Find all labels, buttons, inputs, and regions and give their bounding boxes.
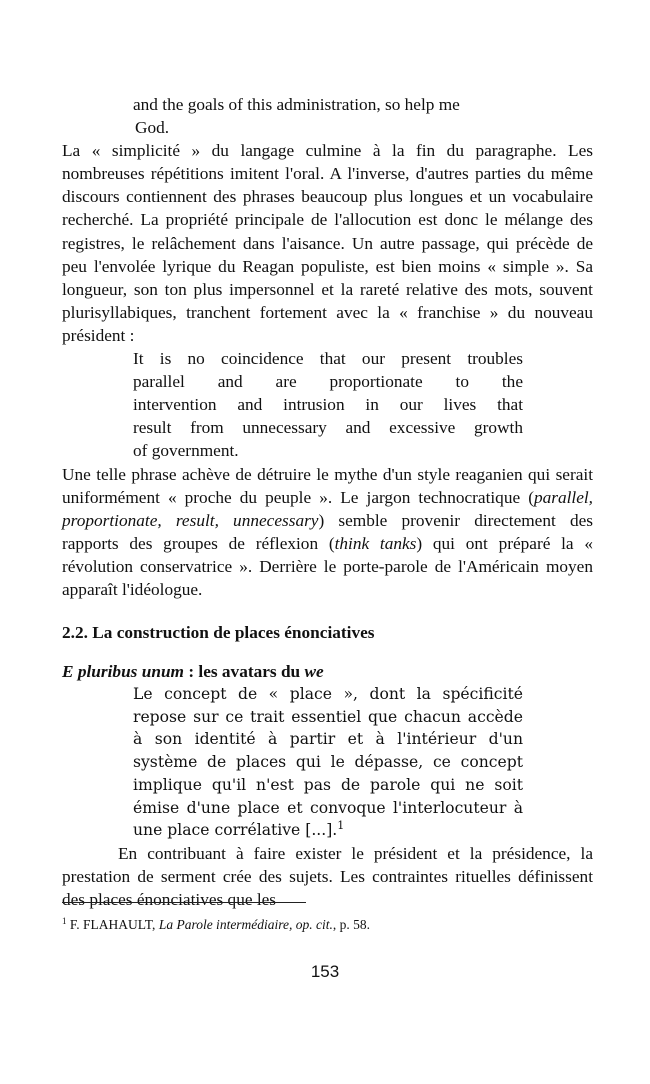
footnote-title: La Parole intermédiaire (158, 917, 290, 932)
quote-line: implique qu'il n'est pas de parole qui ne soit (133, 775, 523, 794)
paragraph-technocratic-jargon (62, 463, 593, 602)
subsection-we: we (304, 662, 324, 682)
quote-line: Le concept de « place », dont la spécificité (133, 685, 523, 704)
quote-line: God. (135, 118, 170, 138)
italic-run: parallel, proportionate, result, unnecessary (62, 487, 593, 530)
paragraph-oath-subjects: En contribuant à faire exister le président et la présidence, la prestation de serment crée des sujets. Les contraintes rituelles définissent des places énonciatives que les (62, 843, 593, 910)
quote-line: parallel and are proportionate to the (133, 372, 523, 392)
quote-line: repose sur ce trait essentiel que chacun accède (133, 707, 523, 726)
text-run: ) qui ont préparé la « révolution conservatrice ». Derrière le porte-parole de l'Américain moyen apparaît l'idéologue. (62, 533, 593, 599)
subsection-heading (62, 660, 593, 683)
text-run: Une telle phrase achève de détruire le mythe d'un style reaganien qui serait uniformément « proche du peuple ». Le jargon technocratique ( (62, 464, 593, 507)
quote-line: It is no coincidence that our present troubles (133, 349, 523, 369)
subsection-middle: : les avatars du (184, 662, 305, 682)
quote-flahault (133, 683, 523, 842)
quote-line: intervention and intrusion in our lives that (133, 395, 523, 415)
quote-line: of government. (133, 441, 239, 461)
quote-english-oath (133, 93, 593, 139)
paragraph-simplicity: La « simplicité » du langage culmine à la fin du paragraphe. Les nombreuses répétitions imitent l'oral. A l'inverse, d'autres parties du même discours contiennent des phrases beaucoup plus longues et un vocabulaire recherché. La propriété principale de l'allocution est donc le mélange des registres, le relâchement dans l'aisance. Un autre passage, qui précède de peu l'envolée lyrique du Reagan populiste, est bien moins « simple ». Sa longueur, son ton plus impersonnel et la rareté relative des mots, souvent plurisyllabiques, tranchent fortement avec la « franchise » du nouveau président : (62, 141, 593, 345)
italic-run: think tanks (334, 533, 417, 553)
page-body (62, 93, 593, 911)
footnote-divider (62, 902, 306, 903)
footnote-page: , p. 58. (332, 917, 371, 932)
footnote-number: 1 (62, 916, 67, 926)
quote-line-last (133, 819, 523, 842)
footnote-marker[interactable]: 1 (337, 819, 345, 833)
text-run: ) semble provenir directement des rapports des groupes de réflexion ( (62, 510, 593, 553)
page-number: 153 (310, 962, 340, 981)
quote-english-government (133, 347, 523, 462)
section-heading: 2.2. La construction de places énonciatives (62, 623, 375, 643)
footnote-ref: , op. cit. (289, 917, 333, 932)
footnote-author: F. FLAHAULT, (69, 917, 159, 932)
quote-line: une place corrélative [...]. (133, 821, 338, 840)
quote-line: result from unnecessary and excessive growth (133, 418, 523, 438)
subsection-italic: E pluribus unum (62, 662, 184, 682)
quote-line: système de places qui le dépasse, ce concept (133, 753, 523, 772)
footnote (62, 916, 370, 934)
quote-line: and the goals of this administration, so help me (133, 95, 460, 114)
quote-line: émise d'une place et convoque l'interlocuteur à (133, 798, 523, 817)
quote-line: à son identité à partir et à l'intérieur d'un (133, 730, 523, 749)
